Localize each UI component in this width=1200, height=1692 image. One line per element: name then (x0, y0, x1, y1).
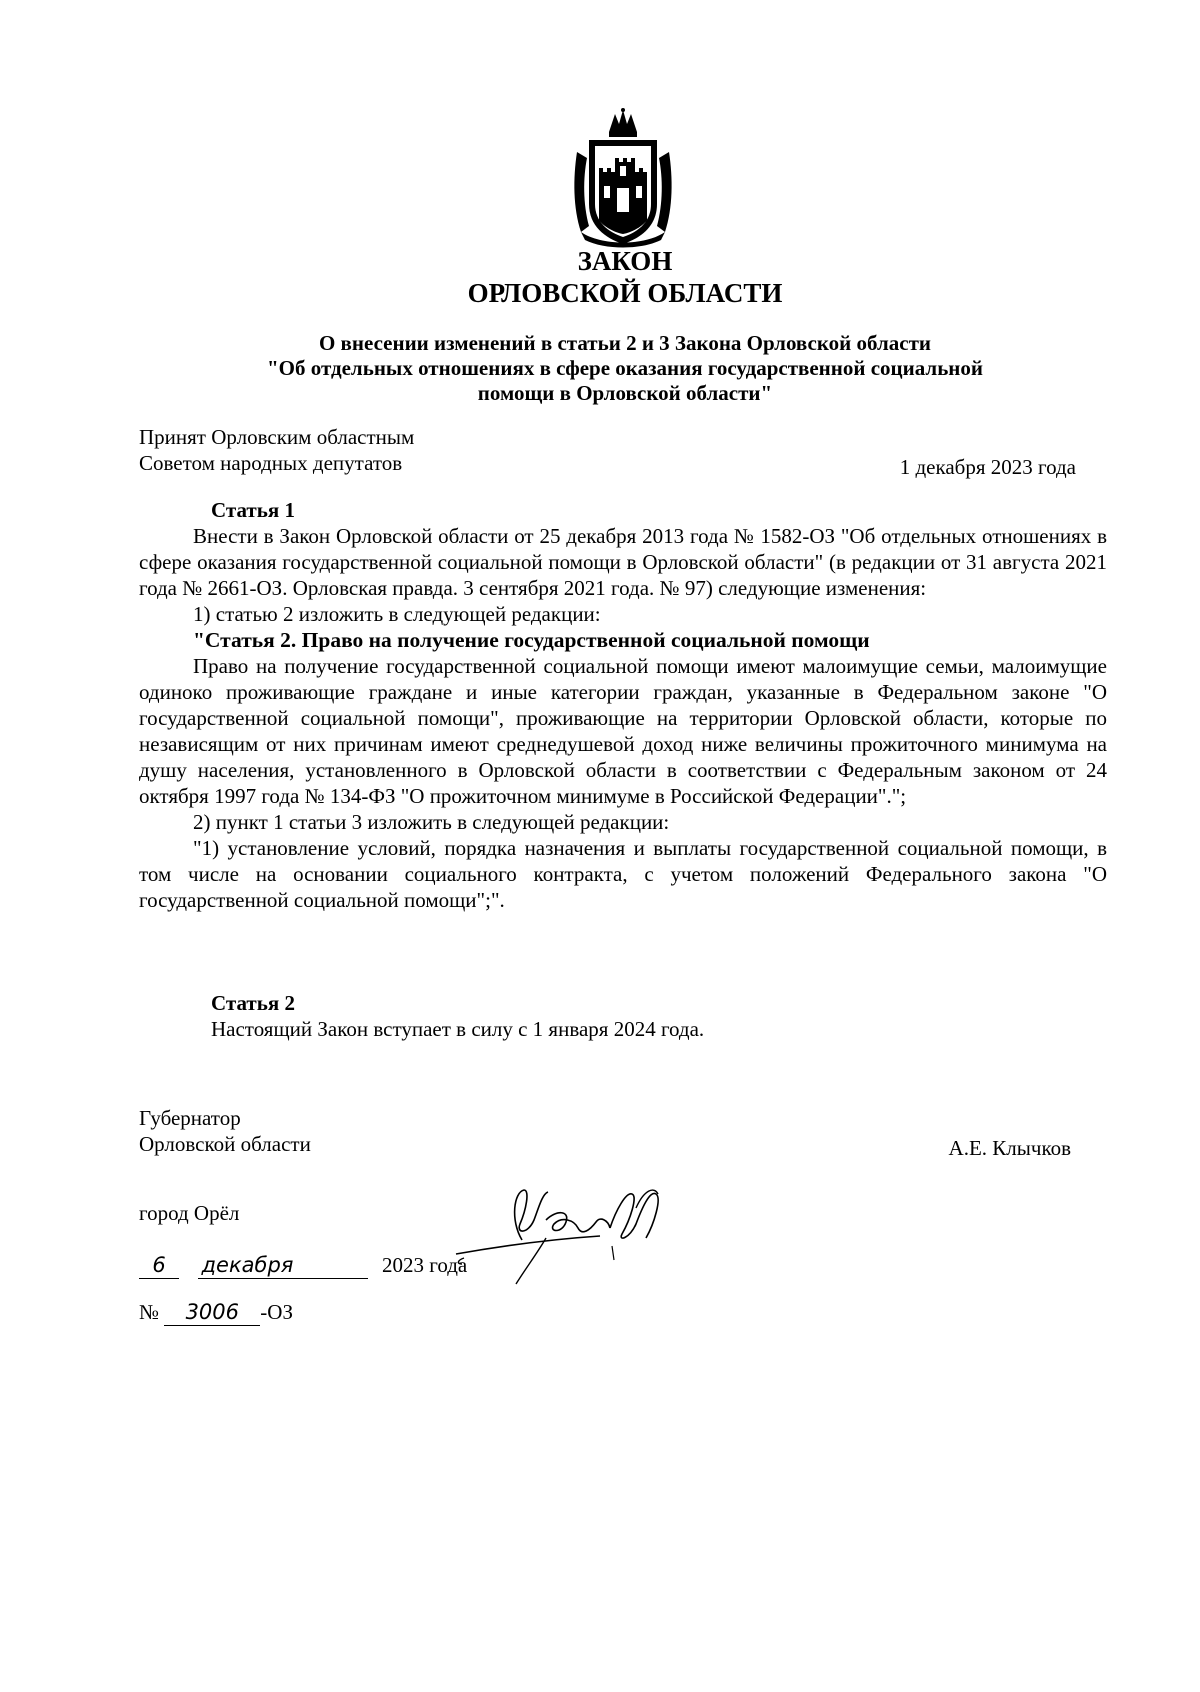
coat-of-arms-icon (571, 108, 675, 250)
city-label: город Орёл (139, 1201, 240, 1225)
law-number-prefix: № (139, 1300, 160, 1324)
new-article-2-text: Право на получение государственной социальной помощи имеют малоимущие семьи, малоимущие одиноко проживающие граждане и иные категории граждан, указанные в Федеральном законе "О государственной социальной помощи", проживающие на территории Орловской области, которые по независящим от них причинам имеют среднедушевой доход ниже величины прожиточного минимума на душу населения, установленного в Орловской области в соответствии с Федеральным законом от 24 октября 1997 года № 134-ФЗ "О прожиточном минимуме в Российской Федерации"."; (139, 654, 1107, 808)
article-1 (139, 497, 1107, 913)
adoption-date: 1 декабря 2023 года (899, 455, 1076, 479)
governor-signature-icon (450, 1180, 690, 1290)
article-2-heading: Статья 2 (211, 991, 295, 1015)
adoption-line1: Принят Орловским областным (139, 425, 415, 449)
article-1-item2-text: "1) установление условий, порядка назначения и выплаты государственной социальной помощи, в том числе на основании социального контракта, с учетом положений Федерального закона "О государственной социальной помощи";". (139, 836, 1107, 912)
signing-year: 2023 года (382, 1253, 468, 1277)
law-number-value: 3006 (164, 1299, 260, 1326)
new-article-2-heading: "Статья 2. Право на получение государственной социальной помощи (193, 628, 870, 652)
governor-title-line2: Орловской области (139, 1132, 311, 1156)
article-1-item1: 1) статью 2 изложить в следующей редакции: (193, 602, 601, 626)
law-subtitle-line2: "Об отдельных отношениях в сфере оказания государственной социальной (266, 356, 984, 380)
law-title: ЗАКОН (577, 246, 673, 276)
article-1-item2: 2) пункт 1 статьи 3 изложить в следующей редакции: (193, 810, 670, 834)
governor-name: А.Е. Клычков (948, 1136, 1071, 1160)
law-number (139, 1299, 293, 1326)
region-title: ОРЛОВСКОЙ ОБЛАСТИ (467, 278, 783, 308)
law-subtitle-line3: помощи в Орловской области" (477, 381, 773, 405)
article-2 (139, 990, 1107, 1042)
law-number-suffix: -ОЗ (260, 1300, 293, 1324)
article-2-text: Настоящий Закон вступает в силу с 1 января 2024 года. (211, 1017, 705, 1041)
governor-title-line1: Губернатор (139, 1106, 241, 1130)
signing-day: 6 (139, 1252, 179, 1279)
signing-date (139, 1252, 467, 1279)
signing-month: декабря (198, 1252, 368, 1279)
article-1-intro: Внести в Закон Орловской области от 25 декабря 2013 года № 1582-ОЗ "Об отдельных отношениях в сфере оказания государственной социальной помощи в Орловской области" (в редакции от 31 августа 2021 года № 2661-ОЗ. Орловская правда. 3 сентября 2021 года. № 97) следующие изменения: (139, 524, 1107, 600)
article-1-heading: Статья 1 (211, 498, 295, 522)
law-subtitle-line1: О внесении изменений в статьи 2 и 3 Закона Орловской области (318, 331, 932, 355)
adoption-line2: Советом народных депутатов (139, 451, 403, 475)
